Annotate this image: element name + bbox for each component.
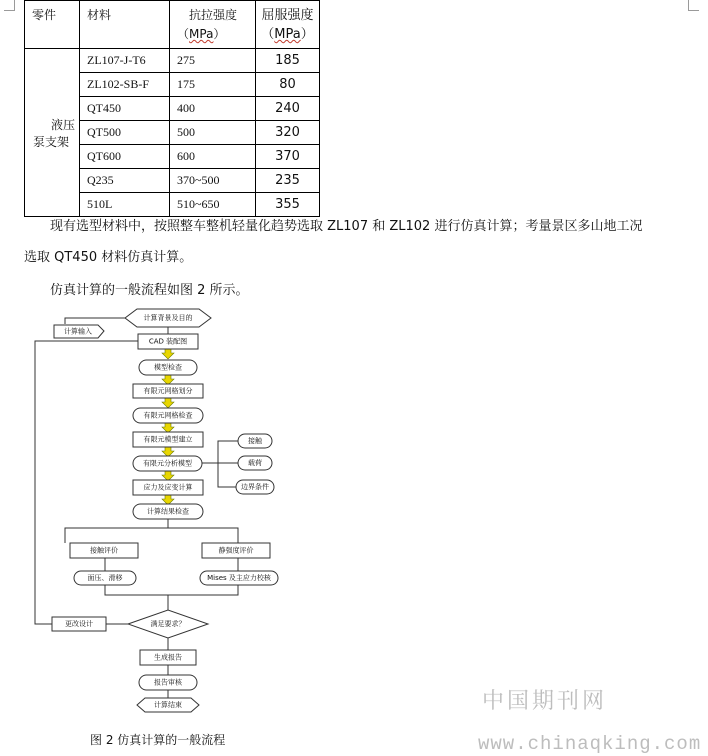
material-cell: QT600 bbox=[80, 145, 170, 169]
input-label: 计算输入 bbox=[64, 327, 92, 336]
boundary-label: 边界条件 bbox=[241, 483, 269, 491]
tensile-cell: 400 bbox=[170, 97, 256, 121]
page-corner-mark-left bbox=[4, 0, 15, 11]
part-name-line2: 泵支架 bbox=[33, 134, 70, 149]
header-tensile-strength bbox=[170, 1, 256, 49]
paragraph-1-line-2: 选取 QT450 材料仿真计算。 bbox=[24, 250, 193, 265]
tensile-cell: 500 bbox=[170, 121, 256, 145]
material-cell: ZL107-J-T6 bbox=[80, 49, 170, 73]
fe-model-label: 有限元模型建立 bbox=[143, 435, 193, 444]
yield-cell: 320 bbox=[256, 121, 320, 145]
page-corner-mark-right bbox=[688, 0, 699, 11]
yield-cell: 235 bbox=[256, 169, 320, 193]
static-eval-label: 静强度评价 bbox=[218, 546, 254, 555]
start-label: 计算背景及目的 bbox=[143, 314, 193, 322]
yield-label: 屈服强度 bbox=[261, 8, 314, 23]
watermark-cn: 中国期刊网 bbox=[482, 689, 608, 714]
analysis-model-label: 有限元分析模型 bbox=[143, 459, 192, 468]
gen-report-label: 生成报告 bbox=[154, 653, 182, 662]
decision-label: 满足要求？ bbox=[150, 620, 186, 628]
pressure-slip-label: 面压、滑移 bbox=[87, 574, 123, 582]
figure-caption: 图 2 仿真计算的一般流程 bbox=[90, 733, 226, 747]
tensile-unit: MPa bbox=[189, 27, 214, 41]
simulation-flowchart bbox=[0, 300, 300, 720]
result-check-label: 计算结果检查 bbox=[147, 507, 189, 516]
material-properties-table bbox=[24, 0, 320, 217]
yield-cell: 240 bbox=[256, 97, 320, 121]
header-part: 零件 bbox=[25, 1, 80, 49]
table-row bbox=[25, 49, 320, 73]
material-cell: ZL102-SB-F bbox=[80, 73, 170, 97]
header-material: 材料 bbox=[80, 1, 170, 49]
paren-open: （ bbox=[177, 27, 190, 41]
paragraph-2: 仿真计算的一般流程如图 2 所示。 bbox=[50, 283, 249, 298]
report-review-label: 报告审核 bbox=[154, 678, 182, 687]
yield-cell: 355 bbox=[256, 193, 320, 217]
mesh-check-label: 有限元网格检查 bbox=[143, 411, 193, 420]
tensile-cell: 275 bbox=[170, 49, 256, 73]
contact-eval-label: 接触评价 bbox=[90, 546, 118, 555]
paren-close: ） bbox=[300, 27, 314, 42]
model-check-label: 模型检查 bbox=[154, 363, 182, 372]
tensile-label: 抗拉强度 bbox=[189, 8, 238, 22]
load-label: 载荷 bbox=[248, 459, 262, 467]
material-cell: 510L bbox=[80, 193, 170, 217]
mises-label: Mises 及主应力校核 bbox=[207, 574, 271, 582]
stress-calc-label: 应力及应变计算 bbox=[143, 483, 193, 492]
material-cell: QT450 bbox=[80, 97, 170, 121]
material-cell: Q235 bbox=[80, 169, 170, 193]
header-yield-strength bbox=[256, 1, 320, 49]
cad-label: CAD 装配图 bbox=[148, 337, 188, 346]
table-header-row bbox=[25, 1, 320, 49]
paren-close: ） bbox=[213, 27, 226, 41]
tensile-cell: 600 bbox=[170, 145, 256, 169]
mesh-label: 有限元网格划分 bbox=[143, 387, 193, 395]
material-cell: QT500 bbox=[80, 121, 170, 145]
yield-cell: 370 bbox=[256, 145, 320, 169]
watermark-url: www.chinaqking.com bbox=[478, 733, 702, 755]
tensile-cell: 175 bbox=[170, 73, 256, 97]
paren-open: （ bbox=[261, 27, 275, 42]
end-label: 计算结束 bbox=[154, 701, 182, 709]
tensile-cell: 510~650 bbox=[170, 193, 256, 217]
part-name-cell bbox=[25, 49, 80, 217]
yield-cell: 185 bbox=[256, 49, 320, 73]
modify-label: 更改设计 bbox=[65, 620, 93, 628]
yield-cell: 80 bbox=[256, 73, 320, 97]
yield-unit: MPa bbox=[274, 27, 301, 42]
paragraph-1-line-1: 现有选型材料中，按照整车整机轻量化趋势选取 ZL107 和 ZL102 进行仿真计算；考量景区多山地工况 bbox=[50, 219, 643, 234]
contact-label: 接触 bbox=[248, 437, 262, 445]
tensile-cell: 370~500 bbox=[170, 169, 256, 193]
part-name-line1: 液压 bbox=[51, 117, 76, 132]
